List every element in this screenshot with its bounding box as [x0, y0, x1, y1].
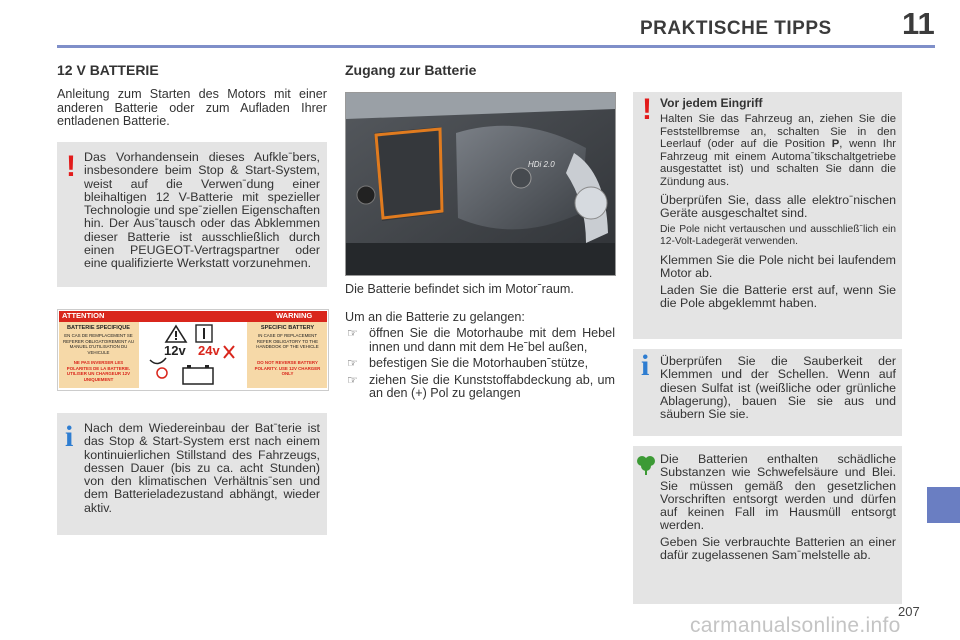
label-warning: WARNING	[276, 311, 313, 320]
warning-paragraph-devices: Überprüfen Sie, dass alle elektroˉnischen Geräte ausgeschaltet sind.	[660, 193, 896, 221]
warning-p1-text: Halten Sie das Fahrzeug an, ziehen Sie die Feststellbremse an, schalten Sie in den Leerlauf (oder auf die Position	[660, 113, 896, 151]
watermark: carmanualsonline.info	[690, 614, 901, 637]
access-step-text: öffnen Sie die Motorhaube mit dem Hebel innen und dann mit dem Heˉbel außen,	[369, 326, 615, 354]
header-divider	[57, 45, 935, 48]
page-number: 207	[898, 604, 920, 619]
access-step-text: befestigen Sie die Motorhaubenˉstütze,	[369, 356, 589, 370]
label-en-text: IN CASE OF REPLACEMENT REFER OBLIGATORY TO THE HANDBOOK OF THE VEHICLE	[256, 333, 319, 349]
environment-leaf-icon	[636, 454, 656, 476]
label-fr-red: NE PAS INVERSER LES POLARITES DE LA BATTERIE. UTILISER UN CHARGEUR 12V UNIQUEMENT	[66, 360, 131, 382]
warning-sticker-text: Das Vorhandensein dieses Aufkleˉbers, insbesondere beim Stop & Start-System, weist auf die Verwenˉdung einer bleihaltigen 12 V-Batterie mit spezieller Technologie und speˉziellen Eigenschaften hin. Der Ausˉtausch oder das Abklemmen dieser Batterie ist ausschließlich durch einen PEUGEOT-Vertragspartner oder eine qualifizierte Werkstatt vorzunehmen.	[84, 150, 320, 271]
warning-paragraph-running: Klemmen Sie die Pole nicht bei laufendem Motor ab.	[660, 253, 896, 281]
access-steps-list	[345, 327, 615, 404]
warning-paragraph-stop	[660, 113, 896, 189]
access-step	[345, 374, 615, 401]
info-cleaning-text: Überprüfen Sie die Sauberkeit der Klemmen und der Schellen. Wenn auf diesen Sulfat ist (weißliche oder grünliche Ablagerung), bauen Sie sie aus und säubern Sie sie.	[660, 354, 896, 422]
label-12v: 12v	[164, 343, 186, 358]
access-step	[345, 327, 615, 354]
label-fr-title: BATTERIE SPECIFIQUE	[67, 325, 130, 331]
access-step	[345, 357, 615, 371]
pointing-hand-icon: ☞	[347, 326, 358, 340]
warning-title: Vor jedem Eingriff	[660, 96, 763, 110]
access-intro-text: Um an die Batterie zu gelangen:	[345, 310, 525, 324]
page-title: PRAKTISCHE TIPPS	[640, 18, 832, 39]
info-icon: i	[65, 420, 74, 453]
warning-p1-text-end: , wenn Ihr Fahrzeug mit einem Automaˉtikschaltgetriebe ausgestattet ist) und schalten Sie dann die Zündung aus.	[660, 138, 896, 188]
info-restart-text: Nach dem Wiedereinbau der Batˉterie ist das Stop & Start-System erst nach einem kontinuierlichen Stillstand des Fahrzeugs, dessen Dauer (bis zu ca. acht Stunden) von den klimatischen Verhältnisˉsen und dem Batterieladezustand abhängt, wieder aktiv.	[84, 421, 320, 515]
pointing-hand-icon: ☞	[347, 372, 358, 387]
section-heading-access: Zugang zur Batterie	[345, 62, 477, 78]
environment-box	[633, 446, 902, 604]
info-box-restart	[57, 413, 327, 535]
engine-bay-graphic	[346, 93, 615, 275]
environment-text-2: Geben Sie verbrauchte Batterien an einer dafür zugelassenen Samˉmelstelle ab.	[660, 535, 896, 563]
label-fr-text: EN CAS DE REMPLACEMENT SE REFERER OBLIGATOIREMENT AU MANUEL D'UTILISATION DU VEHICULE	[63, 333, 134, 355]
warning-p1-position: P	[831, 138, 840, 151]
info-icon: i	[641, 349, 650, 382]
intro-paragraph: Anleitung zum Starten des Motors mit einer anderen Batterie oder zum Aufladen Ihrer entladenen Batterie.	[57, 87, 327, 128]
warning-box-before-work	[633, 92, 902, 339]
section-heading-battery: 12 V BATTERIE	[57, 62, 159, 78]
chapter-tab	[927, 487, 960, 523]
battery-location-text: Die Batterie befindet sich im Motorˉraum.	[345, 282, 574, 296]
label-en-title: SPECIFIC BATTERY	[260, 325, 315, 331]
engine-cover-badge: HDi 2.0	[528, 160, 555, 169]
warning-icon: !	[66, 150, 76, 183]
warning-paragraph-polarity: Die Pole nicht vertauschen und ausschließˉlich ein 12-Volt-Ladegerät verwenden.	[660, 224, 896, 247]
pointing-hand-icon: ☞	[347, 356, 358, 370]
label-en-red: DO NOT REVERSE BATTERY POLARITY. USE 12V CHARGER ONLY	[254, 360, 321, 376]
warning-icon: !	[642, 93, 652, 126]
info-box-cleaning	[633, 349, 902, 436]
label-24v: 24v	[198, 343, 220, 358]
access-step-text: ziehen Sie die Kunststoffabdeckung ab, um an den (+) Pol zu gelangen	[369, 372, 615, 400]
warning-box-sticker	[57, 142, 327, 287]
chapter-number: 11	[902, 6, 935, 41]
environment-text-1: Die Batterien enthalten schädliche Substanzen wie Schwefelsäure und Blei. Sie müssen gemäß den gesetzlichen Vorschriften entsorgt werden und dürfen auf keinen Fall im Hausmüll entsorgt werden.	[660, 452, 896, 533]
label-attention: ATTENTION	[62, 311, 105, 320]
warning-paragraph-charge: Laden Sie die Batterie erst auf, wenn Sie die Pole abgeklemmt haben.	[660, 283, 896, 311]
battery-warning-label-image	[57, 309, 329, 391]
engine-bay-photo	[345, 92, 616, 276]
